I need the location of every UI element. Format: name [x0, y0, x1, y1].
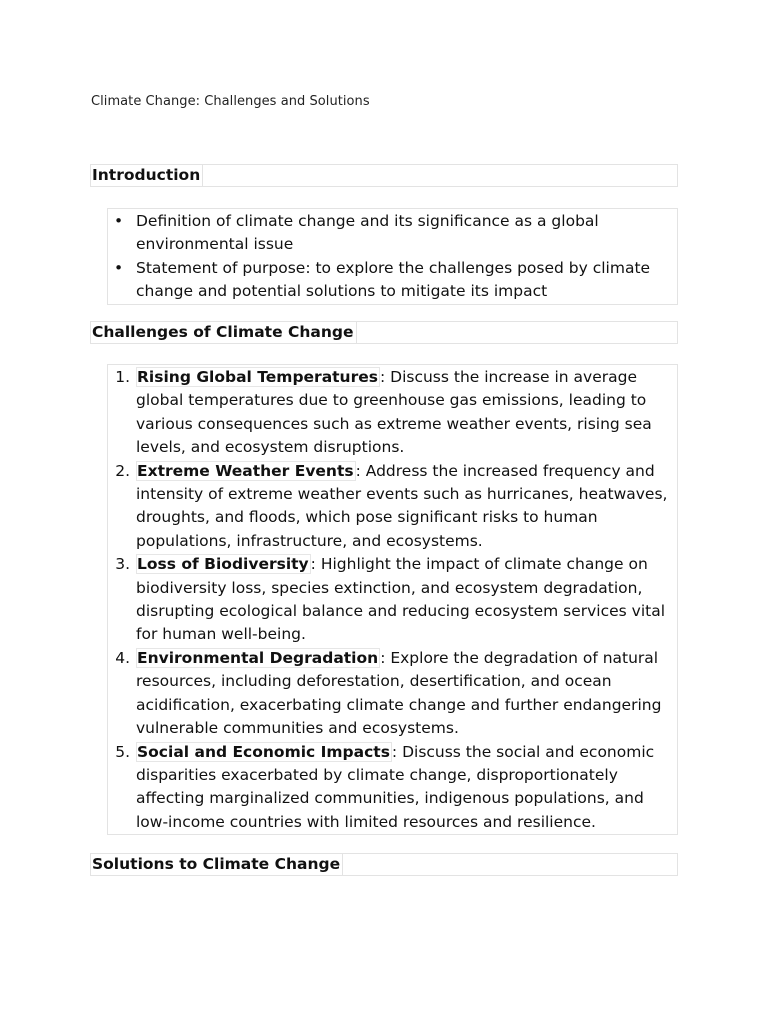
list-item-number: 5.: [115, 742, 130, 761]
document-title: Climate Change: Challenges and Solutions: [91, 94, 370, 109]
introduction-heading-box: [90, 164, 678, 187]
list-item: [108, 647, 677, 741]
list-item-number: 4.: [115, 648, 130, 667]
list-item: [108, 460, 677, 554]
list-item-number: 3.: [115, 555, 130, 574]
list-item-number: 2.: [115, 461, 130, 480]
list-item-text: : Explore the degradation of natural resources, including deforestation, desertification, and ocean acidification, exacerbating climate change and further endangering vulnerable communities and ecosystems.: [136, 648, 662, 738]
list-item-text: : Discuss the increase in average global temperatures due to greenhouse gas emissions, leading to various consequences such as extreme weather events, rising sea levels, and ecosystem disruptions.: [136, 368, 652, 457]
list-item-term: Social and Economic Impacts: [137, 742, 390, 761]
list-item: [108, 553, 677, 647]
introduction-heading: Introduction: [91, 165, 203, 186]
list-item-text: : Discuss the social and economic disparities exacerbated by climate change, disproportionately affecting marginalized communities, indigenous populations, and low-income countries with limited resources and resilience.: [136, 742, 655, 831]
bullet-icon: •: [114, 212, 124, 230]
list-item-text: Statement of purpose: to explore the challenges posed by climate change and potential solutions to mitigate its impact: [136, 258, 651, 301]
list-item-number: 1.: [115, 368, 130, 386]
challenges-heading: Challenges of Climate Change: [91, 322, 357, 343]
list-item-term: Rising Global Temperatures: [137, 368, 378, 386]
list-item-term: Environmental Degradation: [137, 648, 379, 667]
challenges-heading-box: [90, 321, 678, 344]
list-item-text: : Highlight the impact of climate change on biodiversity loss, species extinction, and ecosystem degradation, disrupting ecological balance and reducing ecosystem services vital for human well-being.: [136, 555, 666, 644]
solutions-heading-box: [90, 853, 678, 876]
introduction-bullet-list: [107, 208, 678, 305]
list-item: [108, 741, 677, 835]
challenges-numbered-list: [107, 364, 678, 835]
list-item-term: Loss of Biodiversity: [137, 555, 309, 574]
list-item-term: Extreme Weather Events: [137, 461, 354, 480]
bullet-icon: •: [114, 258, 124, 277]
list-item-text: : Address the increased frequency and intensity of extreme weather events such as hurricanes, heatwaves, droughts, and floods, which pose significant risks to human populations, infrastructure, and ecosystems.: [136, 461, 668, 550]
list-item: [108, 366, 677, 460]
list-item: [108, 210, 677, 257]
list-item: [108, 257, 677, 304]
list-item-text: Definition of climate change and its significance as a global environmental issue: [136, 212, 599, 254]
solutions-heading: Solutions to Climate Change: [91, 854, 343, 875]
